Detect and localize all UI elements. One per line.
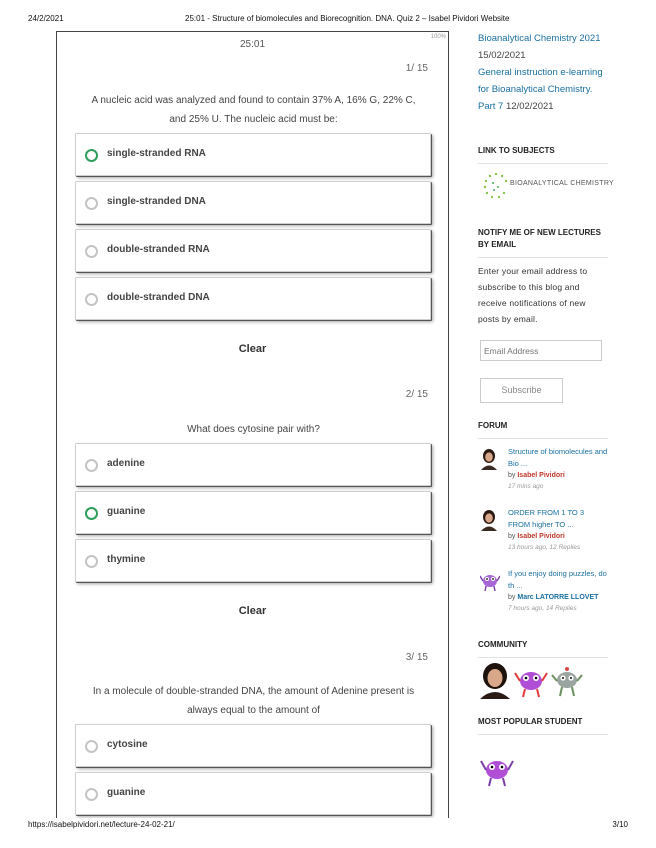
popular-student-heading: MOST POPULAR STUDENT — [478, 716, 608, 735]
print-title: 25:01 - Structure of biomolecules and Biorecognition. DNA. Quiz 2 – Isabel Pividori Website — [185, 14, 510, 23]
radio-icon[interactable] — [85, 197, 98, 210]
radio-selected-icon[interactable] — [85, 149, 98, 162]
dotted-ring-logo-icon — [482, 170, 510, 200]
monster-avatar-icon[interactable] — [514, 663, 548, 699]
post-date: 12/02/2021 — [506, 101, 554, 112]
answer-label: double-stranded RNA — [107, 244, 210, 255]
print-footer — [0, 820, 656, 834]
answer-label: thymine — [107, 554, 146, 565]
subject-logo-text: BIOANALYTICAL CHEMISTRY — [510, 180, 615, 187]
forum-by-label: by — [508, 594, 516, 601]
forum-topic-link[interactable]: ORDER FROM 1 TO 3 FROM higher TO ... — [508, 508, 584, 529]
answer-label: single-stranded RNA — [107, 148, 206, 159]
monster-avatar-icon — [480, 570, 500, 592]
forum-author-line — [508, 533, 565, 540]
community-heading: COMMUNITY — [478, 639, 608, 658]
answer-label: cytosine — [107, 739, 148, 750]
clear-button[interactable]: Clear — [238, 343, 267, 355]
question-counter: 1/ 15 — [405, 63, 428, 74]
forum-author-line — [508, 594, 598, 601]
forum-author[interactable]: Isabel Pividori — [517, 533, 565, 540]
answer-option[interactable] — [75, 133, 431, 176]
answer-label: double-stranded DNA — [107, 292, 210, 303]
forum-by-label: by — [508, 533, 516, 540]
robot-avatar-icon[interactable] — [550, 663, 584, 699]
forum-item[interactable] — [478, 446, 610, 502]
radio-icon[interactable] — [85, 293, 98, 306]
answer-option[interactable] — [75, 539, 431, 582]
question-counter: 3/ 15 — [405, 652, 428, 663]
forum-author[interactable]: Marc LATORRE LLOVET — [517, 594, 599, 601]
forum-time: 17 mins ago — [508, 483, 544, 490]
user-avatar-icon[interactable] — [478, 663, 512, 699]
print-page-number: 3/10 — [612, 820, 628, 829]
answer-label: guanine — [107, 787, 146, 798]
user-avatar-icon — [480, 448, 498, 470]
answer-label: guanine — [107, 506, 146, 517]
email-field[interactable] — [480, 340, 602, 361]
forum-author[interactable]: Isabel Pividori — [517, 472, 565, 479]
forum-author-line — [508, 472, 565, 479]
recent-posts — [478, 30, 610, 115]
forum-topic-link[interactable]: Structure of biomolecules and Bio ... — [508, 447, 608, 468]
radio-icon[interactable] — [85, 788, 98, 801]
post-date: 15/02/2021 — [478, 50, 526, 61]
clear-button[interactable]: Clear — [238, 605, 267, 617]
quiz-timer: 25:01 — [239, 39, 266, 50]
forum-time: 7 hours ago, 14 Replies — [508, 605, 577, 612]
radio-icon[interactable] — [85, 459, 98, 472]
forum-time: 13 hours ago, 12 Replies — [508, 544, 581, 551]
community-avatars — [478, 663, 610, 701]
answer-option[interactable] — [75, 277, 431, 320]
answer-label: adenine — [107, 458, 145, 469]
answer-label: single-stranded DNA — [107, 196, 206, 207]
question-text: A nucleic acid was analyzed and found to contain 37% A, 16% G, 22% C, and 25% U. The nucleic acid must be: — [91, 95, 416, 125]
answer-option[interactable] — [75, 443, 431, 486]
forum-heading: FORUM — [478, 420, 608, 439]
user-avatar-icon — [480, 509, 498, 531]
print-date: 24/2/2021 — [28, 14, 64, 23]
answer-option[interactable] — [75, 772, 431, 815]
radio-icon[interactable] — [85, 740, 98, 753]
notify-heading: NOTIFY ME OF NEW LECTURES BY EMAIL — [478, 227, 608, 258]
answer-option[interactable] — [75, 181, 431, 224]
notify-description: Enter your email address to subscribe to this blog and receive notifications of new posts by email. — [478, 266, 588, 324]
radio-selected-icon[interactable] — [85, 507, 98, 520]
answer-option[interactable] — [75, 229, 431, 272]
print-url: https://isabelpividori.net/lecture-24-02-21/ — [28, 820, 175, 829]
print-header — [0, 14, 656, 28]
answer-option[interactable] — [75, 724, 431, 767]
question-text: In a molecule of double-stranded DNA, the amount of Adenine present is always equal to the amount of — [92, 686, 415, 716]
subscribe-button[interactable]: Subscribe — [480, 378, 563, 403]
question-counter: 2/ 15 — [405, 389, 428, 400]
link-to-subjects-heading: LINK TO SUBJECTS — [478, 145, 608, 164]
forum-item[interactable] — [478, 568, 610, 624]
post-link[interactable]: Bioanalytical Chemistry 2021 — [478, 33, 601, 44]
subject-logo-link[interactable] — [482, 170, 615, 200]
quiz-panel — [56, 31, 449, 818]
forum-item[interactable] — [478, 507, 610, 563]
question-text: What does cytosine pair with? — [187, 424, 320, 435]
post-link[interactable]: General instruction e-learning for Bioanalytical Chemistry. Part 7 — [478, 67, 603, 112]
monster-avatar-icon[interactable] — [480, 748, 514, 788]
radio-icon[interactable] — [85, 245, 98, 258]
answer-option[interactable] — [75, 491, 431, 534]
forum-topic-link[interactable]: If you enjoy doing puzzles, do th ... — [508, 569, 607, 590]
forum-by-label: by — [508, 472, 516, 479]
radio-icon[interactable] — [85, 555, 98, 568]
zoom-level: 100% — [430, 34, 446, 40]
